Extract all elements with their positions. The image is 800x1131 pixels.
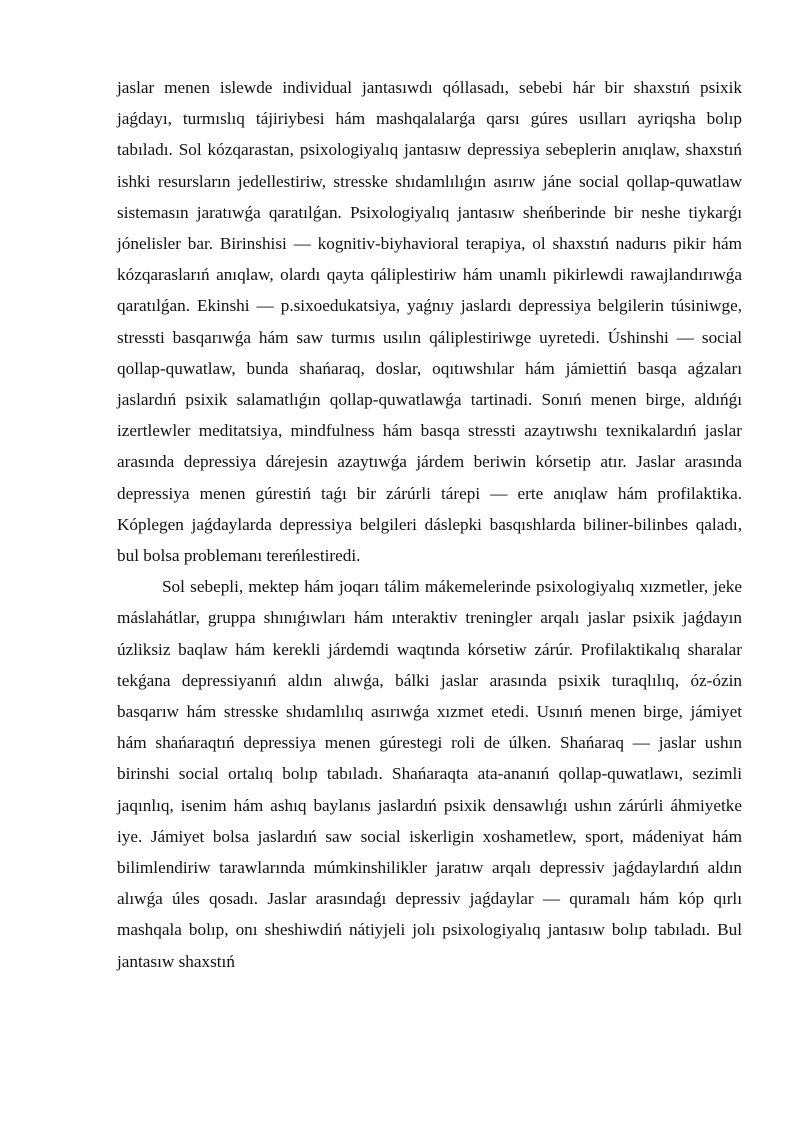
paragraph-1: jaslar menen islewde individual jantasıwdı qóllasadı, sebebi hár bir shaxstıń psixik jaǵdayı, turmıslıq tájiriybesi hám mashqalalarǵa qarsı gúres usılları ayriqsha bolıp tabıladı. Sol kózqarastan, psixologiyalıq jantasıw depressiya sebeplerin anıqlaw, shaxstıń ishki resursların jedellestiriw, stresske shıdamlılıǵın asırıw jáne social qollap-quwatlaw sistemasın jaratıwǵa qaratılǵan. Psixologiyalıq jantasıw sheńberinde bir neshe tiykarǵı jónelisler bar. Birinshisi — kognitiv-biyhavioral terapiya, ol shaxstıń nadurıs pikir hám kózqaraslarıń anıqlaw, olardı qayta qáliplestiriw hám unamlı pikirlewdi rawajlandırıwǵa qaratılǵan. Ekinshi — p.sixoedukatsiya, yaǵnıy jaslardı depressiya belgilerin túsiniwge, stressti basqarıwǵa hám saw turmıs usılın qáliplestiriwge uyretedi. Úshinshi — social qollap-quwatlaw, bunda shańaraq, doslar, oqıtıwshılar hám jámiettiń basqa aǵzaları jaslardıń psixik salamatlıǵın qollap-quwatlawǵa tartinadi. Sonıń menen birge, aldıńǵı izertlewler meditatsiya, mindfulness hám basqa stressti azaytıwshı texnikalardıń jaslar arasında depressiya dárejesin azaytıwǵa járdem beriwin kórsetip atır. Jaslar arasında depressiya menen gúrestiń taǵı bir zárúrli tárepi — erte anıqlaw hám profilaktika. Kóplegen jaǵdaylarda depressiya belgileri dáslepki basqıshlarda biliner-bilinbes qaladı, bul bolsa problemanı tereńlestiredi. — [117, 78, 742, 566]
document-body — [117, 72, 742, 977]
paragraph-2: Sol sebepli, mektep hám joqarı tálim mákemelerinde psixologiyalıq xızmetler, jeke máslahátlar, gruppa shınıǵıwları hám ınteraktiv treningler arqalı jaslar psixik jaǵdayın úzliksiz baqlaw hám kerekli járdemdi waqtında kórsetiw zárúr. Profilaktikalıq sharalar tekǵana depressiyanıń aldın alıwǵa, bálki jaslar arasında psixik turaqlılıq, óz-ózin basqarıw hám stresske shıdamlılıq asırıwǵa xızmet etedi. Usınıń menen birge, jámiyet hám shańaraqtıń depressiya menen gúrestegi roli de úlken. Shańaraq — jaslar ushın birinshi social ortalıq bolıp tabıladı. Shańaraqta ata-ananıń qollap-quwatlawı, sezimli jaqınlıq, isenim hám ashıq baylanıs jaslardıń psixik densawlıǵı ushın zárúrli áhmiyetke iye. Jámiyet bolsa jaslardıń saw social iskerligin xoshametlew, sport, mádeniyat hám bilimlendiriw tarawlarında múmkinshilikler jaratıw arqalı depressiv jaǵdaylardıń aldın alıwǵa úles qosadı. Jaslar arasındaǵı depressiv jaǵdaylar — quramalı hám kóp qırlı mashqala bolıp, onı sheshiwdiń nátiyjeli jolı psixologiyalıq jantasıw bolıp tabıladı. Bul jantasıw shaxstıń — [117, 577, 742, 971]
